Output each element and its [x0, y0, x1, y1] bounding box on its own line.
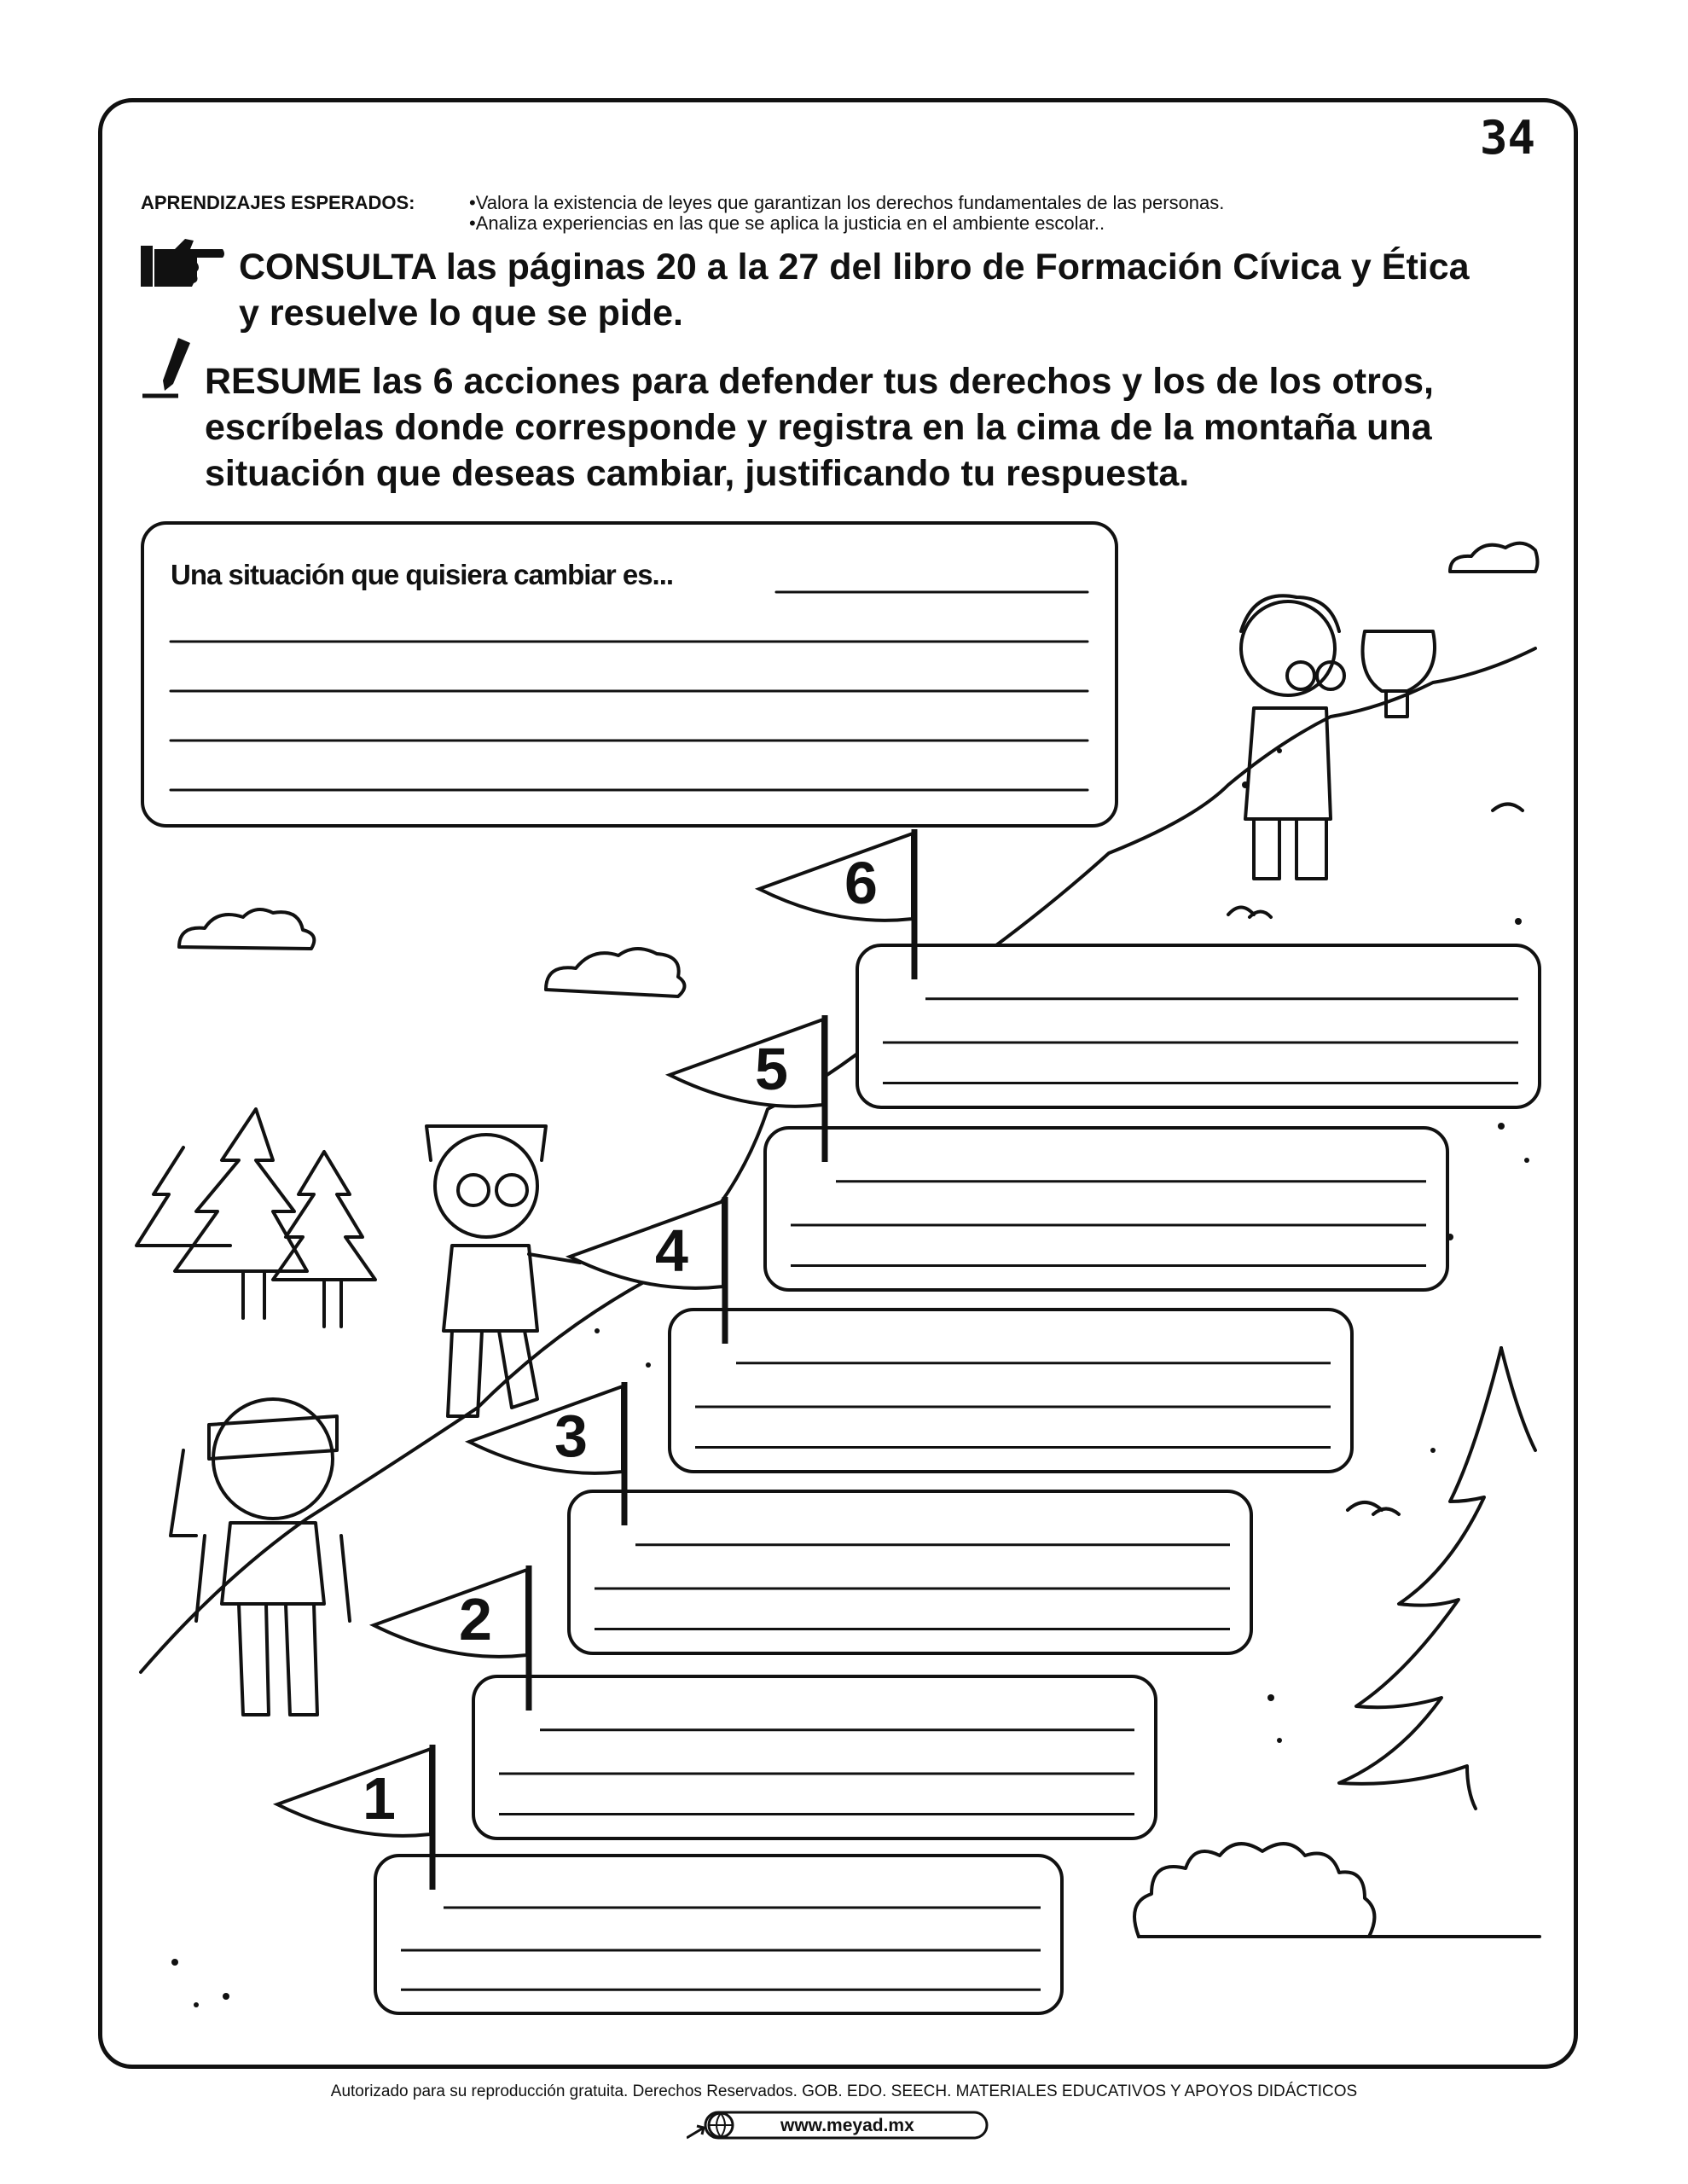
consult-instruction-line2: y resuelve lo que se pide.: [239, 293, 683, 334]
consult-instruction-line1: CONSULTA las páginas 20 a la 27 del libro de Formación Cívica y Ética: [239, 247, 1470, 288]
summarize-instruction-line2: escríbelas donde corresponde y registra en la cima de la montaña una: [205, 407, 1432, 448]
footer-url[interactable]: www.meyad.mx: [780, 2116, 914, 2135]
situation-prompt: Una situación que quisiera cambiar es...: [171, 559, 674, 590]
step-flag: [374, 1570, 527, 1657]
expected-learning-item: •Analiza experiencias en las que se aplica la justicia en el ambiente escolar..: [469, 212, 1105, 234]
expected-learning-label: APRENDIZAJES ESPERADOS:: [141, 192, 415, 213]
footer-notice: Autorizado para su reproducción gratuita. Derechos Reservados. GOB. EDO. SEECH. MATERIALES EDUCATIVOS Y APOYOS DIDÁCTICOS: [330, 2082, 1358, 2100]
expected-learning-item: •Valora la existencia de leyes que garantizan los derechos fundamentales de las personas.: [469, 192, 1225, 213]
step-flag-number: 5: [755, 1036, 788, 1102]
step-flag-number: 1: [363, 1765, 396, 1832]
summarize-instruction-line1: RESUME las 6 acciones para defender tus derechos y los de los otros,: [205, 361, 1434, 402]
globe-icon: [709, 2113, 733, 2137]
step-flag: [277, 1749, 431, 1836]
summarize-instruction-line3: situación que deseas cambiar, justificando tu respuesta.: [205, 453, 1190, 494]
step-flag: [469, 1386, 623, 1473]
step-flag-number: 6: [844, 850, 878, 916]
step-flag-number: 2: [459, 1586, 492, 1653]
step-flag: [570, 1201, 723, 1288]
arrow-icon: [687, 2126, 704, 2138]
step-flag-number: 3: [554, 1403, 588, 1469]
step-flag-number: 4: [655, 1217, 688, 1284]
step-flag: [670, 1019, 823, 1107]
step-flag: [759, 834, 913, 921]
page-number: 34: [1480, 111, 1536, 165]
